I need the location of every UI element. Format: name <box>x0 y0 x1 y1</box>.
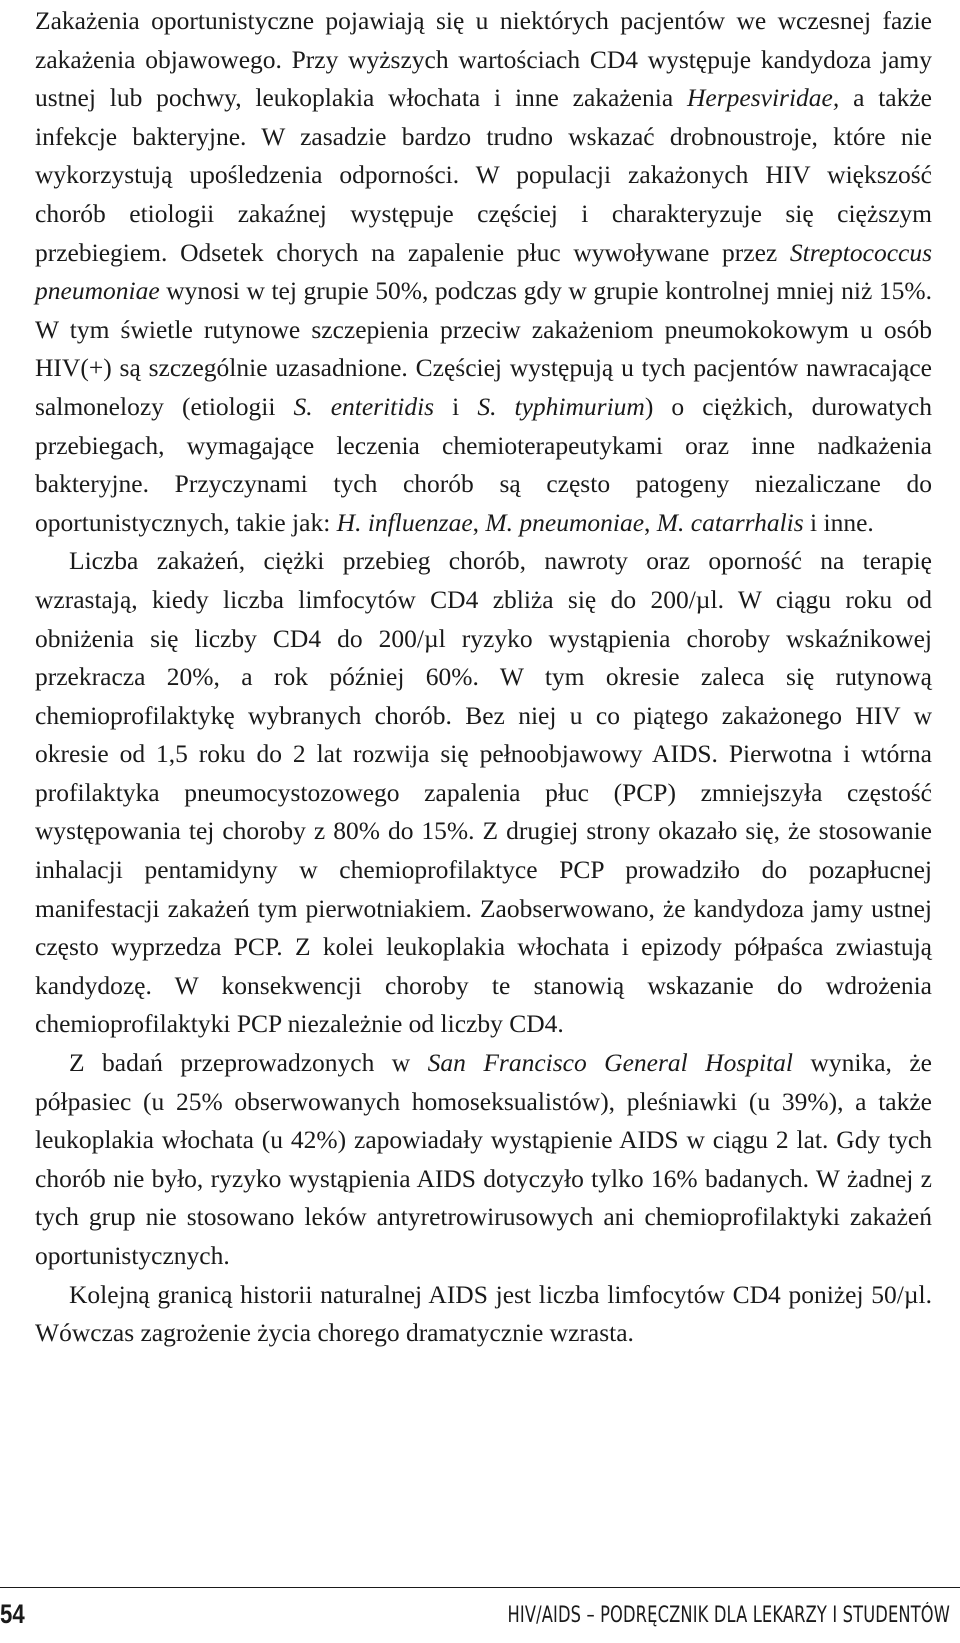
text-run: Kolejną granicą historii naturalnej AIDS jest liczba limfocytów CD4 poniżej 50/µl. Wówczas zagrożenie życia chorego dramatycznie wzrasta. <box>35 1279 932 1348</box>
text-run: i inne. <box>803 507 874 537</box>
text-run: Zakażenia oportunistyczne pojawiają się u niektórych pacjentów we wczesnej fazie zakażenia objawowego. Przy wyższych wartościach CD4 występuje kandydoza jamy ustnej lub pochwy, leukoplakia włochata i inne zakażenia <box>35 6 932 113</box>
paragraph <box>35 1044 932 1276</box>
italic-text: S. enteritidis <box>293 391 435 421</box>
italic-text: San Francisco General Hospital <box>427 1048 794 1078</box>
paragraph <box>35 542 932 1044</box>
italic-text: Herpesviridae, <box>686 83 840 113</box>
footer-rule <box>0 1587 960 1588</box>
text-run: , <box>644 507 657 537</box>
italic-text: S. typhimurium <box>477 391 645 421</box>
text-run: , <box>472 507 486 537</box>
text-run: wynosi w tej grupie 50%, podczas gdy w grupie kontrolnej mniej niż 15%. W tym świetle rutynowe szczepienia przeciw zakażeniom pneumokokowym u osób HIV(+) są szczególnie uzasadnione. Częściej występują u tych pacjentów nawracające salmonelozy (etiologii <box>35 276 932 421</box>
italic-text: M. pneumoniae <box>485 507 645 537</box>
running-title: HIV/AIDS – PODRĘCZNIK DLA LEKARZY I STUDENTÓW <box>507 1603 950 1628</box>
paragraph <box>35 2 932 542</box>
text-run: i <box>434 391 478 421</box>
text-run: wynika, że półpasiec (u 25% obserwowanych homoseksualistów), pleśniawki (u 39%), a także leukoplakia włochata (u 42%) zapowiadały wystąpienie AIDS w ciągu 2 lat. Gdy tych chorób nie było, ryzyko wystąpienia AIDS dotyczyło tylko 16% badanych. W żadnej z tych grup nie stosowano leków antyretrowirusowych ani chemioprofilaktyki zakażeń oportunistycznych. <box>35 1048 932 1270</box>
text-run: ) o ciężkich, durowatych przebiegach, wymagające leczenia chemioterapeutykami oraz inne nadkażenia bakteryjne. Przyczynami tych chorób są często patogeny niezaliczane do oportunistycznych, takie jak: <box>35 391 932 537</box>
italic-text: H. influenzae <box>336 507 473 537</box>
body-text <box>35 2 932 1353</box>
italic-text: M. catarrhalis <box>656 507 804 537</box>
text-run: a także infekcje bakteryjne. W zasadzie bardzo trudno wskazać drobnoustroje, które nie wykorzystują upośledzenia odporności. W populacji zakażonych HIV większość chorób etiologii zakaźnej występuje częściej i charakteryzuje się cięższym przebiegiem. Odsetek chorych na zapalenie płuc wywoływane przez <box>35 83 932 267</box>
paragraph <box>35 1276 932 1353</box>
text-run: Liczba zakażeń, ciężki przebieg chorób, nawroty oraz oporność na terapię wzrastają, kiedy liczba limfocytów CD4 zbliża się do 200/µl. W ciągu roku od obniżenia się liczby CD4 do 200/µl ryzyko wystąpienia choroby wskaźnikowej przekracza 20%, a rok później 60%. W tym okresie zaleca się rutynową chemioprofilaktykę wybranych chorób. Bez niej u co piątego zakażonego HIV w okresie od 1,5 roku do 2 lat rozwija się pełnoobjawowy AIDS. Pierwotna i wtórna profilaktyka pneumocystozowego zapalenia płuc (PCP) zmniejszyła częstość występowania tej choroby z 80% do 15%. Z drugiej strony okazało się, że stosowanie inhalacji pentamidyny w chemioprofilaktyce PCP prowadziło do pozapłucnej manifestacji zakażeń tym pierwotniakiem. Zaobserwowano, że kandydoza jamy ustnej często wyprzedza PCP. Z kolei leukoplakia włochata i epizody półpaśca zwiastują kandydozę. W konsekwencji choroby te stanowią wskazanie do wdrożenia chemioprofilaktyki PCP niezależnie od liczby CD4. <box>35 546 932 1039</box>
italic-text: Streptococcus pneumoniae <box>35 237 932 306</box>
text-run: Z badań przeprowadzonych w <box>69 1048 428 1078</box>
page-number: 54 <box>0 1599 25 1629</box>
